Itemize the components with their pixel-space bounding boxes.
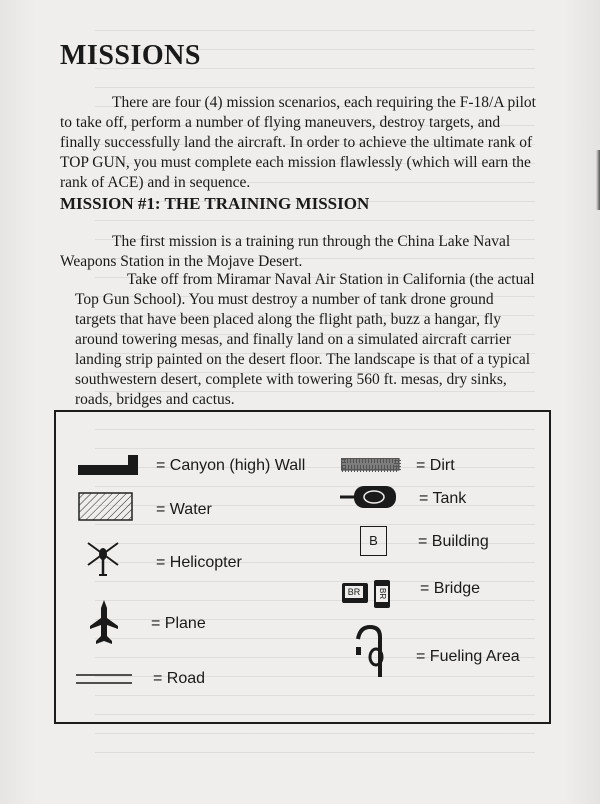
bridge-label-vertical: BR	[376, 586, 388, 602]
legend-plane-label: = Plane	[151, 615, 206, 632]
legend-water-label: = Water	[156, 501, 212, 518]
legend-fueling-label: = Fueling Area	[416, 648, 520, 665]
dirt-icon	[341, 458, 401, 472]
legend-bridge-label: = Bridge	[420, 580, 481, 597]
bridge-icon	[342, 580, 394, 608]
page-title: MISSIONS	[60, 40, 201, 71]
tank-icon	[340, 484, 398, 510]
map-legend-box	[54, 410, 551, 724]
building-icon: B	[360, 526, 387, 556]
legend-canyon-label: = Canyon (high) Wall	[156, 457, 306, 474]
bridge-label-horizontal: BR	[345, 586, 363, 598]
canyon-wall-icon	[78, 455, 140, 477]
helicopter-icon	[84, 539, 122, 579]
legend-helicopter-label: = Helicopter	[156, 554, 242, 571]
legend-tank-label: = Tank	[419, 490, 467, 507]
water-icon	[78, 492, 134, 522]
legend-building-label: = Building	[418, 533, 489, 550]
mission-1-heading: MISSION #1: THE TRAINING MISSION	[60, 194, 370, 213]
legend-road-label: = Road	[153, 670, 206, 687]
mission-1-paragraph-1: The first mission is a training run through the China Lake Naval Weapons Station in the Mojave Desert.	[60, 233, 511, 270]
plane-icon	[88, 598, 120, 646]
legend-dirt-label: = Dirt	[416, 457, 455, 474]
intro-paragraph: There are four (4) mission scenarios, each requiring the F-18/A pilot to take off, perform a number of flying maneuvers, destroy targets, and finally successfully land the aircraft. In order to achieve the ultimate rank of TOP GUN, you must complete each mission flawlessly (which will earn the rank of ACE) and in sequence.	[60, 94, 536, 191]
mission-1-paragraph-2: Take off from Miramar Naval Air Station in California (the actual Top Gun School). You must destroy a number of tank drone ground targets that have been placed along the flight path, buzz a hangar, fly around towering mesas, and finally land on a simulated aircraft carrier landing strip painted on the desert floor. The landscape is that of a typical southwestern desert, complete with towering 560 ft. mesas, dry sinks, roads, bridges and cactus.	[75, 271, 535, 408]
fueling-area-icon	[350, 625, 392, 681]
road-icon	[76, 672, 134, 686]
page-binding-edge	[596, 150, 600, 210]
